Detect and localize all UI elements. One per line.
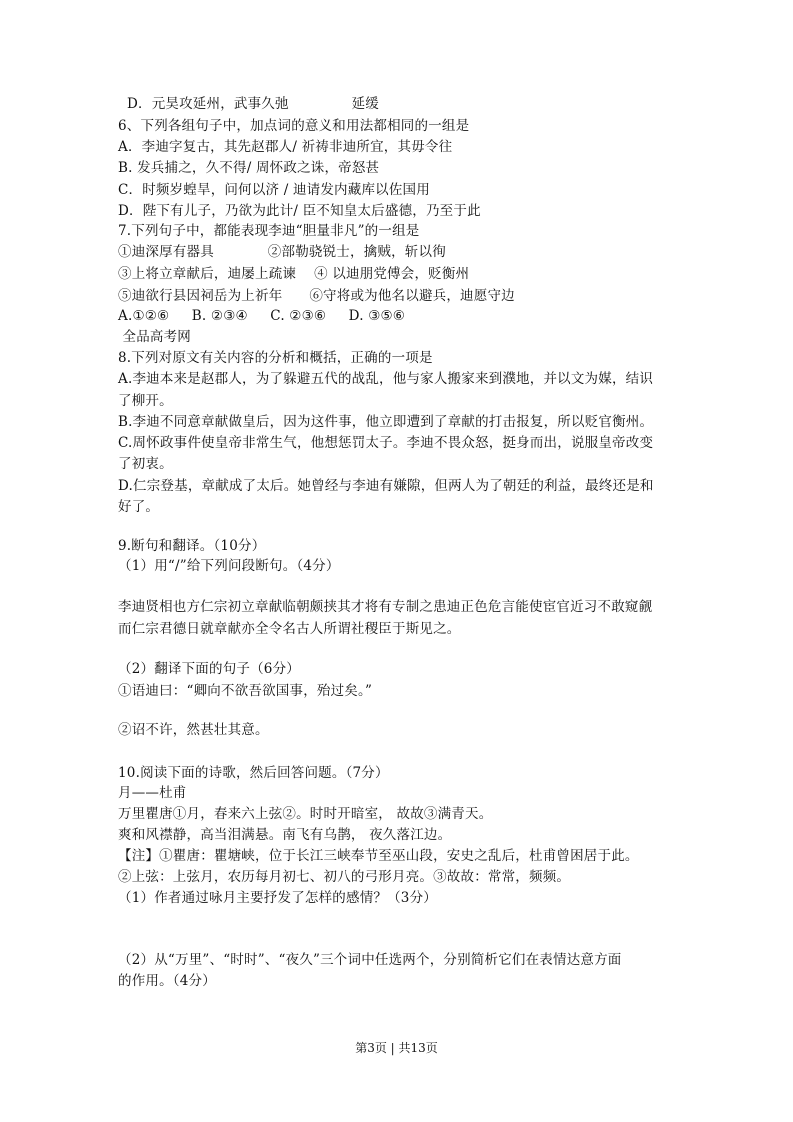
q6-option-a: A．李迪字复古，其先赵郡人/ 祈祷非迪所宜，其毋令往: [118, 139, 453, 155]
q9-part-2: （2）翻译下面的句子（6分）: [118, 661, 300, 677]
q10-part-1: （1）作者通过咏月主要抒发了怎样的感情？（3分）: [118, 890, 437, 906]
question-8-stem: 8.下列对原文有关内容的分析和概括，正确的一项是: [118, 350, 433, 366]
q8-option-b: B.李迪不同意章献做皇后，因为这件事，他立即遭到了章献的打击报复，所以贬官衡州。: [118, 414, 654, 430]
q9-sentence-2: ②诏不许，然甚壮其意。: [118, 722, 269, 738]
q9-passage-line-1: 李迪贤相也方仁宗初立章献临朝颇挟其才将有专制之患迪正色危言能使宦官近习不敢窥觎: [118, 599, 653, 615]
page-footer: 第3页 | 共13页: [355, 1041, 438, 1055]
poem-title: 月——杜甫: [118, 785, 187, 801]
question-7-stem: 7.下列句子中，都能表现李迪“胆量非凡”的一组是: [118, 223, 420, 239]
q6-option-c: C．时频岁蝗旱，问何以济 / 迪请发内藏库以佐国用: [118, 182, 430, 198]
q10-part-2-cont: 的作用。（4分）: [118, 973, 216, 989]
option-d-line: D．元昊攻延州，武事久弛 延缓: [118, 96, 379, 112]
poem-line-1: 万里瞿唐①月，春来六上弦②。时时开暗室， 故故③满青天。: [118, 806, 493, 822]
q8-option-a: A.李迪本来是赵郡人，为了躲避五代的战乱，他与家人搬家来到濮地，并以文为媒，结识: [118, 371, 654, 387]
q8-option-d: D.仁宗登基，章献成了太后。她曾经与李迪有嫌隙，但两人为了朝廷的利益，最终还是和: [118, 478, 654, 494]
poem-line-2: 爽和风襟静，高当泪满悬。南飞有乌鹊， 夜久落江边。: [118, 827, 452, 843]
q8-option-c: C.周怀政事件使皇帝非常生气，他想惩罚太子。李迪不畏众怒，挺身而出，说服皇帝改变: [118, 435, 654, 451]
question-9-stem: 9.断句和翻译。（10分）: [118, 538, 266, 554]
q9-passage-line-2: 而仁宗君德日就章献亦全令名古人所谓社稷臣于斯见之。: [118, 621, 461, 637]
q6-option-b: B. 发兵捕之，久不得/ 周怀政之诛，帝怒甚: [118, 160, 380, 176]
q7-items-1-2: ①迪深厚有器具 ②部勒骁锐士，擒贼，斩以徇: [118, 244, 446, 260]
q6-option-d: D．陛下有儿子，乃欲为此计/ 臣不知皇太后盛德，乃至于此: [118, 203, 481, 219]
poem-note-2: ②上弦：上弦月，农历每月初七、初八的弓形月亮。③故故：常常，频频。: [118, 869, 571, 885]
q9-sentence-1: ①语迪曰：“卿向不欲吾欲国事，殆过矣。”: [118, 683, 373, 699]
question-10-stem: 10.阅读下面的诗歌，然后回答问题。（7分）: [118, 765, 389, 781]
watermark-text: 全品高考网: [118, 329, 191, 345]
q7-items-5-6: ⑤迪欲行县因祠岳为上祈年 ⑥守将或为他名以避兵，迪愿守边: [118, 288, 515, 304]
q7-items-3-4: ③上将立章献后，迪屡上疏谏 ④ 以迪朋党傅会，贬衡州: [118, 266, 470, 282]
q7-options: A.①②⑥ B. ②③④ C. ②③⑥ D. ③⑤⑥: [118, 308, 406, 324]
question-6-stem: 6、下列各组句子中，加点词的意义和用法都相同的一组是: [118, 118, 470, 134]
q8-option-a-cont: 了柳开。: [118, 393, 173, 409]
q8-option-c-cont: 了初衷。: [118, 456, 173, 472]
q9-part-1: （1）用“/”给下列问段断句。（4分）: [118, 558, 340, 574]
q8-option-d-cont: 好了。: [118, 499, 160, 515]
q10-part-2: （2）从“万里”、“时时”、“夜久”三个词中任选两个，分别简析它们在表情达意方面: [118, 952, 622, 968]
poem-note-1: 【注】①瞿唐：瞿塘峡，位于长江三峡奉节至巫山段，安史之乱后，杜甫曾困居于此。: [118, 848, 639, 864]
